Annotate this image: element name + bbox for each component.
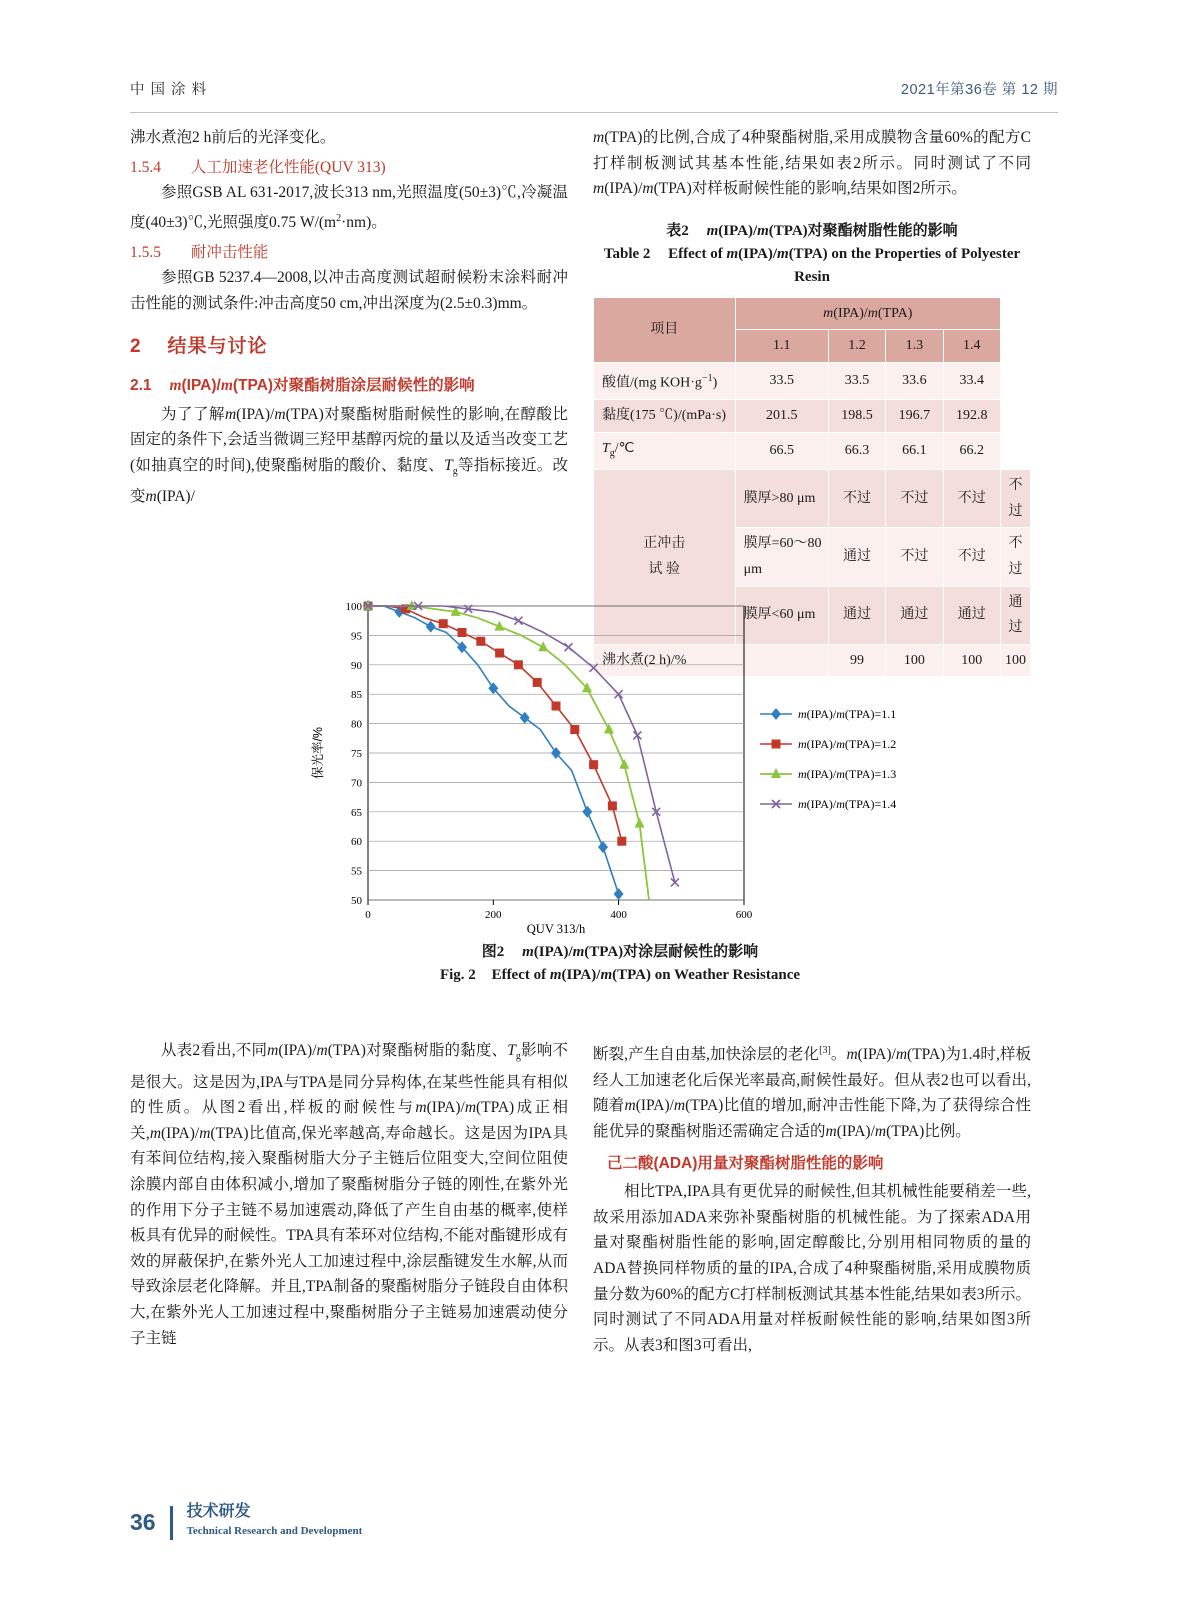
left-column-bottom <box>130 1038 568 1351</box>
paragraph-ratio-synthesis: m(TPA)的比例,合成了4种聚酯树脂,采用成膜物含量60%的配方C打样制板测试其基本性能,结果如表2所示。同时测试了不同m(IPA)/m(TPA)对样板耐候性能的影响,结果如图2所示。 <box>593 129 1031 198</box>
table2-caption-en-label: Table 2 <box>603 245 651 262</box>
svg-text:0: 0 <box>365 909 371 921</box>
cell: 通过 <box>828 586 885 644</box>
table2-caption-cn <box>593 220 1031 243</box>
svg-text:60: 60 <box>351 836 362 849</box>
heading-1-5-4-number: 1.5.4 <box>130 158 161 176</box>
cell: 不过 <box>886 528 943 586</box>
table2-ratio-1: 1.1 <box>735 330 828 363</box>
heading-section-2-2-text: 己二酸(ADA)用量对聚酯树脂性能的影响 <box>607 1154 884 1172</box>
paragraph-impact-condition: 参照GB 5237.4—2008,以冲击高度测试超耐候粉末涂料耐冲击性能的测试条件:冲击高度50 cm,冲出深度为(2.5±0.3)mm。 <box>130 269 568 312</box>
heading-1-5-5 <box>130 240 568 266</box>
table2-ratio-2: 1.2 <box>828 330 885 363</box>
svg-text:m(IPA)/m(TPA)=1.3: m(IPA)/m(TPA)=1.3 <box>798 767 897 781</box>
svg-text:70: 70 <box>351 777 362 790</box>
figure-2-caption-en-text: Effect of m(IPA)/m(TPA) on Weather Resistance <box>491 967 801 983</box>
cell: 33.4 <box>943 362 1000 399</box>
svg-text:m(IPA)/m(TPA)=1.1: m(IPA)/m(TPA)=1.1 <box>798 707 897 721</box>
cell: 不过 <box>1001 528 1031 586</box>
table-row <box>594 432 1031 469</box>
table2-ratio-4: 1.4 <box>943 330 1000 363</box>
figure-2-caption-cn-text: m(IPA)/m(TPA)对涂层耐候性的影响 <box>522 944 759 960</box>
figure-2-caption-cn <box>300 941 940 964</box>
row-label-acid-value: 酸值/(mg $KOH\cdot g^{-1}$) <box>594 362 736 399</box>
svg-text:75: 75 <box>351 748 362 760</box>
paragraph-quv-condition: 参照GSB AL 631-2017,波长313 nm,光照温度(50±3)℃,冷凝温度(40±3)℃,光照强度0.75 $W/(m^2\cdot nm)$。 <box>130 184 568 231</box>
cell: 100 <box>1001 644 1031 677</box>
chart-legend <box>760 707 896 811</box>
table2-caption-cn-text: m(IPA)/m(TPA)对聚酯树脂性能的影响 <box>706 222 958 239</box>
page-header <box>130 78 1058 113</box>
row-label-film-thick-lt60: 膜厚<60 μm <box>735 586 828 644</box>
cell: 201.5 <box>735 400 828 433</box>
heading-section-2-1-text: m(IPA)/m(TPA)对聚酯树脂涂层耐候性的影响 <box>169 376 475 394</box>
svg-text:50: 50 <box>351 895 362 907</box>
paragraph-weather-intro: 为了了解m(IPA)/m(TPA)对聚酯树脂耐候性的影响,在醇酸比固定的条件下,会适当微调三羟甲基醇丙烷的量以及适当改变工艺(如抽真空的时间),使聚酯树脂的酸价、黏度、$T_g$等指标接近。改变m(IPA)/ <box>130 405 568 506</box>
table2-caption-en-text: Effect of m(IPA)/m(TPA) on the Properties of Polyester Resin <box>668 245 1021 285</box>
cell: 通过 <box>943 586 1000 644</box>
heading-section-2-number: 2 <box>130 336 142 358</box>
issue-info: 2021年第36卷 第 12 期 <box>900 82 1058 98</box>
svg-text:200: 200 <box>485 909 502 921</box>
table2-caption-en <box>593 243 1031 289</box>
footer-section-en: Technical Research and Development <box>186 1525 363 1537</box>
cell: 不过 <box>1001 470 1031 528</box>
cell: 不过 <box>828 470 885 528</box>
table2-header-group: m(IPA)/m(TPA) <box>735 297 1000 330</box>
row-label-film-thick-60-80: 膜厚=60～80 μm <box>735 528 828 586</box>
svg-text:m(IPA)/m(TPA)=1.2: m(IPA)/m(TPA)=1.2 <box>798 737 897 751</box>
right-column-bottom <box>593 1038 1031 1358</box>
paragraph-ada-intro: 相比TPA,IPA具有更优异的耐候性,但其机械性能要稍差一些,故采用添加ADA来弥补聚酯树脂的机械性能。为了探索ADA用量对聚酯树脂性能的影响,固定醇酸比,分别用相同物质的量的ADA替换同样物质的量的IPA,合成了4种聚酯树脂,采用成膜物质量分数为60%的配方C打样制板测试其基本性能,结果如表3所示。同时测试了不同ADA用量对样板耐候性能的影响,结果如图3所示。从表3和图3可看出, <box>593 1183 1031 1354</box>
cell: 100 <box>886 644 943 677</box>
row-label-impact-group: 正冲击 试 验 <box>594 470 736 645</box>
table2-header-item: 项目 <box>594 297 736 362</box>
row-label-tg: $T_g/℃$ <box>594 432 736 469</box>
heading-section-2 <box>130 334 568 361</box>
svg-text:65: 65 <box>351 806 362 819</box>
svg-text:90: 90 <box>351 659 362 672</box>
cell: 196.7 <box>886 400 943 433</box>
cell: 不过 <box>943 528 1000 586</box>
paragraph-discussion-right: 断裂,产生自由基,加快涂层的老化[3]。m(IPA)/m(TPA)为1.4时,样板经人工加速老化后保光率最高,耐候性最好。但从表2也可以看出,随着m(IPA)/m(TPA)比值的增加,耐冲击性能下降,为了获得综合性能优异的聚酯树脂还需确定合适的m(IPA)/m(TPA)比例。 <box>593 1045 1031 1140</box>
heading-1-5-5-number: 1.5.5 <box>130 243 161 261</box>
cell: 99 <box>828 644 885 677</box>
page-footer <box>130 1498 1058 1540</box>
svg-text:95: 95 <box>351 630 362 643</box>
cell: 通过 <box>886 586 943 644</box>
cell: 66.1 <box>886 432 943 469</box>
heading-1-5-4 <box>130 155 568 181</box>
page-number: 36 <box>130 1509 156 1535</box>
heading-1-5-4-text: 人工加速老化性能(QUV 313) <box>190 158 386 176</box>
table-row <box>594 400 1031 433</box>
svg-text:55: 55 <box>351 865 362 878</box>
cell: 192.8 <box>943 400 1000 433</box>
table-row <box>594 470 1031 528</box>
row-label-viscosity: 黏度(175 ℃)/(mPa·s) <box>594 400 736 433</box>
cell: 198.5 <box>828 400 885 433</box>
cell: 100 <box>943 644 1000 677</box>
row-label-boiling-water: 沸水煮(2 h)/% <box>594 644 829 677</box>
figure-2-caption-en-label: Fig. 2 <box>439 967 476 983</box>
chart-xlabel: QUV 313/h <box>526 922 586 936</box>
cell: 33.6 <box>886 362 943 399</box>
footer-section-cn: 技术研发 <box>186 1503 251 1520</box>
heading-section-2-1 <box>130 373 568 399</box>
figure-2-chart <box>300 596 940 936</box>
table-row <box>594 362 1031 399</box>
paragraph-gloss-change: 沸水煮泡2 h前后的光泽变化。 <box>130 129 336 146</box>
figure-2-caption-en <box>300 964 940 987</box>
table2-caption-cn-label: 表2 <box>666 222 689 239</box>
journal-name: 中 国 涂 料 <box>130 82 208 98</box>
cell: 不过 <box>886 470 943 528</box>
cell: 不过 <box>943 470 1000 528</box>
row-label-film-thick-gt80: 膜厚>80 μm <box>735 470 828 528</box>
figure-2-caption-cn-label: 图2 <box>481 944 505 960</box>
heading-section-2-2 <box>593 1151 1031 1177</box>
figure-2 <box>300 596 940 987</box>
right-column-top <box>593 125 1031 677</box>
svg-text:400: 400 <box>610 909 627 921</box>
footer-divider <box>170 1506 173 1540</box>
cell: 通过 <box>828 528 885 586</box>
cell: 通过 <box>1001 586 1031 644</box>
svg-text:85: 85 <box>351 689 362 702</box>
cell: 66.2 <box>943 432 1000 469</box>
chart-ylabel: 保光率/% <box>311 726 325 780</box>
heading-section-2-1-number: 2.1 <box>130 376 152 394</box>
table-row-header-1 <box>594 297 1031 330</box>
paragraph-discussion-left: 从表2看出,不同m(IPA)/m(TPA)对聚酯树脂的黏度、$T_g$影响不是很大。这是因为,IPA与TPA是同分异构体,在某些性能具有相似的性质。从图2看出,样板的耐候性与m(IPA)/m(TPA)成正相关,m(IPA)/m(TPA)比值高,保光率越高,寿命越长。这是因为IPA具有苯间位结构,接入聚酯树脂大分子主链后位阻变大,空间位阻使涂膜内部自由体积减小,增加了聚酯树脂分子链的刚性,在紫外光的作用下分子主链不易加速震动,降低了产生自由基的概率,使样板具有优异的耐候性。TPA具有苯环对位结构,不能对酯键形成有效的屏蔽保护,在紫外光人工加速过程中,涂层酯键发生水解,从而导致涂层老化降解。并且,TPA制备的聚酯树脂分子链段自由体积大,在紫外光人工加速过程中,聚酯树脂分子主链易加速震动使分子主链 <box>130 1042 568 1347</box>
heading-1-5-5-text: 耐冲击性能 <box>190 243 269 261</box>
cell: 66.5 <box>735 432 828 469</box>
svg-text:m(IPA)/m(TPA)=1.4: m(IPA)/m(TPA)=1.4 <box>798 797 897 811</box>
cell: 33.5 <box>828 362 885 399</box>
table2-ratio-3: 1.3 <box>886 330 943 363</box>
cell: 66.3 <box>828 432 885 469</box>
svg-text:80: 80 <box>351 718 362 731</box>
left-column-top <box>130 125 568 510</box>
svg-text:100: 100 <box>345 601 362 613</box>
cell: 33.5 <box>735 362 828 399</box>
heading-section-2-text: 结果与讨论 <box>167 336 268 358</box>
svg-text:600: 600 <box>735 909 753 921</box>
